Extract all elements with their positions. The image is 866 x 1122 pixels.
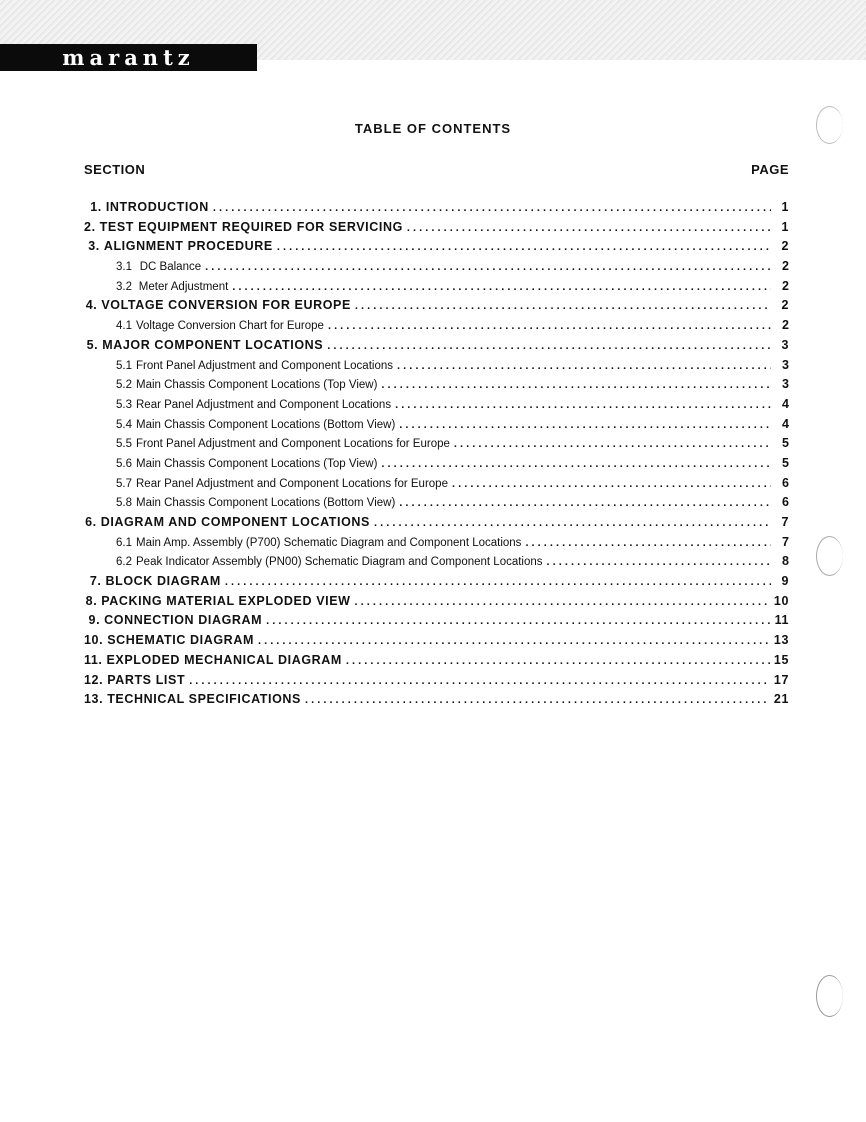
toc-entry-number: 5.1 [116,359,132,372]
toc-entry-page: 5 [782,455,789,470]
toc-entry-number: 5.5 [116,438,132,451]
toc-entry-number: 3.1 [116,261,132,274]
toc-section-entry[interactable] [84,651,789,671]
toc-entry-page: 3 [781,337,789,352]
toc-entry-label: DIAGRAM AND COMPONENT LOCATIONS [100,515,370,529]
toc-subsection-entry[interactable] [84,533,789,553]
dot-leader [346,652,770,672]
dot-leader [381,455,771,475]
toc-entry-label: MAJOR COMPONENT LOCATIONS [102,337,324,352]
toc-entry-number: 2. [84,219,96,234]
toc-entry-page: 17 [773,672,789,687]
toc-entry-page: 4 [782,396,789,411]
binder-hole-mark [816,536,843,576]
toc-entry-number: 1. [90,200,102,214]
toc-subsection-entry[interactable] [84,375,789,395]
toc-entry-page: 1 [781,200,789,214]
toc-section-entry[interactable] [84,611,789,631]
toc-entry-label: ALIGNMENT PROCEDURE [103,239,273,254]
dot-leader [399,494,771,514]
toc-entry-label: Main Chassis Component Locations (Top View) [136,457,378,470]
toc-subsection-entry[interactable] [84,552,789,572]
toc-entry-label: SCHEMATIC DIAGRAM [107,633,254,648]
toc-entry-number: 7. [89,574,102,589]
toc-entry-number: 5.2 [116,379,132,392]
dot-leader [232,278,771,298]
toc-entry-number: 5.6 [116,457,132,470]
dot-leader [454,435,771,455]
brand-logo-text: marantz [62,45,195,70]
toc-subsection-entry[interactable] [84,474,789,494]
toc-subsection-entry[interactable] [84,415,789,435]
toc-entry-label: TECHNICAL SPECIFICATIONS [107,692,301,707]
toc-section-entry[interactable] [84,671,789,691]
toc-entry-page: 21 [773,692,789,707]
section-column-heading: SECTION [84,162,146,177]
toc-entry-label: Rear Panel Adjustment and Component Locations for Europe [136,477,448,490]
toc-entry-number: 5.4 [116,418,132,431]
toc-entry-number: 5.8 [116,497,132,510]
toc-entry-page: 6 [782,475,789,490]
toc-section-entry[interactable] [84,296,789,316]
dot-leader [355,593,770,613]
toc-entry-number: 3. [88,239,100,254]
toc-section-entry[interactable] [84,631,789,651]
toc-entry-label: TEST EQUIPMENT REQUIRED FOR SERVICING [99,219,403,234]
toc-entry-page: 2 [782,318,789,333]
toc-entry-label: CONNECTION DIAGRAM [104,613,263,628]
toc-entry-page: 7 [782,534,789,549]
toc-entry-label: VOLTAGE CONVERSION FOR EUROPE [101,298,351,313]
dot-leader [328,317,771,337]
toc-entry-label: BLOCK DIAGRAM [105,574,221,589]
toc-entry-number: 4. [85,298,98,313]
toc-entry-number: 9. [88,613,101,628]
toc-section-entry[interactable] [84,237,789,257]
toc-subsection-entry[interactable] [84,277,789,297]
toc-entry-page: 1 [781,219,789,234]
toc-entry-page: 10 [773,593,789,608]
dot-leader [258,632,770,652]
dot-leader [327,337,771,357]
toc-entry-label: Main Chassis Component Locations (Bottom View) [136,497,396,510]
toc-subsection-entry[interactable] [84,493,789,513]
toc-entry-number: 13. [84,692,104,707]
binder-hole-mark [816,975,843,1017]
toc-entry-number: 6.1 [116,536,132,549]
toc-entry-number: 12. [84,672,104,687]
toc-entry-page: 2 [782,259,789,274]
dot-leader [547,553,771,573]
toc-entry-page: 3 [782,357,789,372]
toc-entry-label: PACKING MATERIAL EXPLODED VIEW [101,593,351,608]
toc-entry-page: 11 [774,613,789,628]
toc-entry-label: PARTS LIST [107,672,186,687]
toc-entry-page: 8 [782,554,789,569]
toc-entry-label: Meter Adjustment [138,280,229,293]
dot-leader [525,534,771,554]
toc-entry-page: 2 [781,298,789,313]
toc-entry-page: 2 [782,278,789,293]
table-of-contents [84,198,789,710]
dot-leader [399,416,771,436]
toc-subsection-entry[interactable] [84,316,789,336]
toc-entry-label: Front Panel Adjustment and Component Locations [136,359,393,372]
toc-entry-number: 6.2 [116,556,132,569]
dot-leader [395,396,771,416]
dot-leader [225,573,771,593]
toc-entry-label: EXPLODED MECHANICAL DIAGRAM [106,652,342,667]
toc-entry-number: 8. [85,593,98,608]
toc-section-entry[interactable] [84,336,789,356]
dot-leader [213,199,771,219]
toc-entry-page: 7 [781,515,789,529]
page-column-heading: PAGE [751,162,789,177]
toc-entry-page: 4 [782,416,789,431]
toc-subsection-entry[interactable] [84,257,789,277]
dot-leader [407,219,771,239]
dot-leader [397,357,771,377]
toc-entry-label: Rear Panel Adjustment and Component Locations [136,398,392,411]
dot-leader [381,376,771,396]
toc-entry-page: 3 [782,377,789,392]
dot-leader [189,672,770,692]
toc-section-entry[interactable] [84,592,789,612]
toc-entry-label: DC Balance [139,261,202,274]
toc-subsection-entry[interactable] [84,434,789,454]
dot-leader [374,514,771,534]
toc-entry-page: 13 [773,633,789,648]
toc-entry-label: INTRODUCTION [105,200,209,214]
page-title: TABLE OF CONTENTS [354,121,512,136]
toc-section-entry[interactable] [84,513,789,533]
dot-leader [452,475,771,495]
toc-entry-number: 5.7 [116,477,132,490]
toc-entry-number: 6. [85,515,97,529]
toc-entry-label: Main Chassis Component Locations (Top View) [136,379,378,392]
dot-leader [266,612,770,632]
toc-subsection-entry[interactable] [84,395,789,415]
toc-entry-label: Main Chassis Component Locations (Bottom View) [136,418,396,431]
toc-entry-page: 5 [782,436,789,451]
toc-entry-number: 10. [84,633,104,648]
toc-section-entry[interactable] [84,690,789,710]
toc-entry-number: 5.3 [116,398,132,411]
toc-section-entry[interactable] [84,572,789,592]
dot-leader [205,258,771,278]
toc-entry-page: 9 [781,574,789,589]
toc-section-entry[interactable] [84,218,789,238]
toc-entry-page: 15 [773,652,789,667]
brand-logo [0,44,257,71]
toc-entry-number: 5. [86,337,99,352]
dot-leader [277,238,771,258]
toc-entry-label: Voltage Conversion Chart for Europe [136,320,324,333]
dot-leader [305,691,770,711]
toc-entry-label: Main Amp. Assembly (P700) Schematic Diagram and Component Locations [136,536,522,549]
toc-entry-number: 11. [84,652,103,667]
toc-section-entry[interactable] [84,198,789,218]
toc-entry-page: 6 [782,495,789,510]
toc-subsection-entry[interactable] [84,454,789,474]
toc-entry-number: 4.1 [116,320,132,333]
toc-subsection-entry[interactable] [84,356,789,376]
toc-entry-page: 2 [781,239,789,254]
toc-entry-number: 3.2 [116,280,132,293]
toc-entry-label: Front Panel Adjustment and Component Locations for Europe [136,438,450,451]
toc-entry-label: Peak Indicator Assembly (PN00) Schematic Diagram and Component Locations [136,556,543,569]
dot-leader [355,297,771,317]
